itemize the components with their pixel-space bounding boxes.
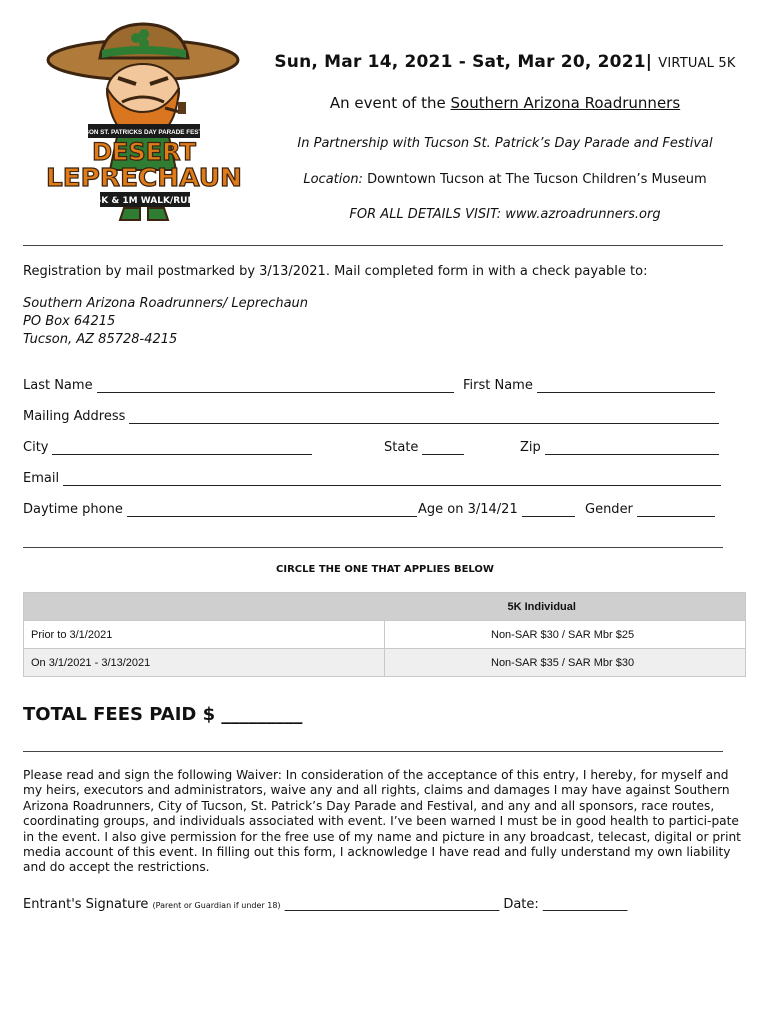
fee-period: On 3/1/2021 - 3/13/2021: [24, 649, 385, 677]
divider: [23, 547, 723, 548]
fee-price[interactable]: Non-SAR $30 / SAR Mbr $25: [385, 621, 746, 649]
details-link: FOR ALL DETAILS VISIT: www.azroadrunners.org: [349, 207, 661, 222]
location-value: Downtown Tucson at The Tucson Children’s Museum: [367, 172, 707, 187]
signature-note: (Parent or Guardian if under 18): [152, 901, 281, 910]
event-format: VIRTUAL 5K: [658, 56, 736, 71]
total-fees[interactable]: TOTAL FEES PAID $ _________: [23, 704, 303, 725]
email-label: Email: [23, 471, 60, 486]
last-name-input[interactable]: [97, 380, 454, 393]
signature-label: Entrant's Signature: [23, 897, 149, 912]
fee-price[interactable]: Non-SAR $35 / SAR Mbr $30: [385, 649, 746, 677]
location: [265, 172, 745, 187]
organizer-name: Southern Arizona Roadrunners: [450, 94, 681, 112]
circle-instruction: CIRCLE THE ONE THAT APPLIES BELOW: [276, 564, 494, 575]
phone-label: Daytime phone: [23, 502, 123, 517]
gender-input[interactable]: [637, 504, 715, 517]
divider: [23, 751, 723, 752]
fee-table-header: [24, 593, 746, 621]
state-label: State: [384, 440, 419, 455]
gender-label: Gender: [585, 502, 633, 517]
gender-field[interactable]: [585, 502, 715, 517]
fee-table: [23, 592, 746, 677]
date-line[interactable]: _____________: [542, 897, 628, 912]
city-label: City: [23, 440, 49, 455]
fee-period: Prior to 3/1/2021: [24, 621, 385, 649]
date-range: Sun, Mar 14, 2021 - Sat, Mar 20, 2021|: [274, 52, 653, 72]
first-name-field[interactable]: [463, 378, 715, 393]
logo-line1: DESERT: [92, 138, 196, 166]
table-row: [24, 649, 746, 677]
first-name-input[interactable]: [537, 380, 715, 393]
state-input[interactable]: [422, 442, 464, 455]
email-field[interactable]: [23, 471, 721, 486]
first-name-label: First Name: [463, 378, 533, 393]
signature-line[interactable]: _________________________________: [284, 897, 500, 912]
address-line: PO Box 64215: [23, 314, 116, 329]
empty-header: [24, 593, 385, 621]
waiver-text: Please read and sign the following Waiver: In consideration of the acceptance of this entry, I hereby, for myself and my heirs, executors and administrators, waive any and all rights, claims and damages I may have against Southern Arizona Roadrunners, City of Tucson, St. Patrick’s Day Parade and Festival, and any and all sponsors, race routes, coordinating groups, and individuals associated with event. I’ve been warned I must be in good health to partici-pate in the event. I also give permission for the free use of my name and picture in any broadcast, telecast, digital or print media account of this event. In filling out this form, I acknowledge I have read and fully understand my own liability and do accept the restrictions.: [23, 768, 741, 875]
logo-line3: 5K & 1M WALK/RUN: [95, 196, 195, 206]
mail-instruction: Registration by mail postmarked by 3/13/2021. Mail completed form in with a check payable to:: [23, 264, 648, 279]
leprechaun-logo: [40, 20, 250, 225]
last-name-label: Last Name: [23, 378, 93, 393]
date-label: Date:: [503, 897, 539, 912]
mailing-address-field[interactable]: [23, 409, 719, 424]
event-prefix: An event of the: [329, 94, 446, 112]
email-input[interactable]: [63, 473, 721, 486]
zip-input[interactable]: [545, 442, 719, 455]
age-label: Age on 3/14/21: [418, 502, 518, 517]
partnership-text: In Partnership with Tucson St. Patrick’s Day Parade and Festival: [297, 136, 713, 151]
zip-label: Zip: [520, 440, 541, 455]
column-header: 5K Individual: [385, 593, 746, 621]
event-organizer: [265, 94, 745, 112]
phone-input[interactable]: [127, 504, 417, 517]
logo-line2: LEPRECHAUN: [46, 163, 242, 192]
age-field[interactable]: [418, 502, 575, 517]
phone-field[interactable]: [23, 502, 417, 517]
location-label: Location:: [303, 172, 363, 187]
mailing-address-block: [23, 295, 308, 349]
event-date: [265, 52, 745, 72]
age-input[interactable]: [522, 504, 575, 517]
signature-row: [23, 897, 627, 912]
divider: [23, 245, 723, 246]
table-row: [24, 621, 746, 649]
logo-banner-top: TUCSON ST. PATRICKS DAY PARADE FESTIVAL: [71, 129, 217, 136]
address-line: Tucson, AZ 85728-4215: [23, 332, 178, 347]
city-input[interactable]: [52, 442, 312, 455]
mailing-address-input[interactable]: [129, 411, 719, 424]
address-line: Southern Arizona Roadrunners/ Leprechaun: [23, 296, 309, 311]
zip-field[interactable]: [520, 440, 719, 455]
city-field[interactable]: [23, 440, 312, 455]
state-field[interactable]: [384, 440, 464, 455]
last-name-field[interactable]: [23, 378, 454, 393]
mailing-address-label: Mailing Address: [23, 409, 126, 424]
